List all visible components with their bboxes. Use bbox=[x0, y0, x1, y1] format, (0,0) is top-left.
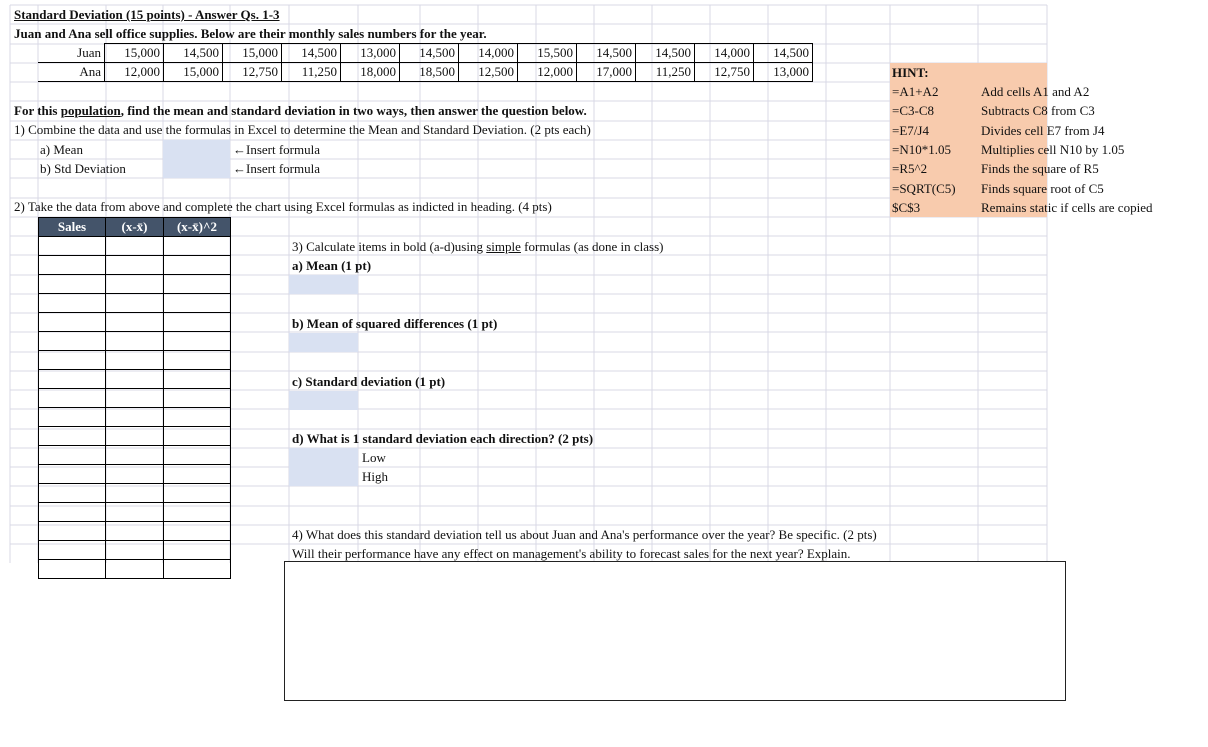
chart-input-cell[interactable] bbox=[106, 275, 164, 294]
chart-input-cell[interactable] bbox=[39, 370, 106, 389]
chart-input-cell[interactable] bbox=[106, 484, 164, 503]
chart-row bbox=[39, 332, 231, 351]
hint-description: Add cells A1 and A2 bbox=[981, 84, 1090, 99]
q3a-answer-cell[interactable] bbox=[289, 275, 358, 294]
hint-formula: =A1+A2 bbox=[892, 84, 939, 99]
chart-row bbox=[39, 294, 231, 313]
juan-sales-cell[interactable]: 15,500 bbox=[518, 44, 577, 63]
chart-input-cell[interactable] bbox=[106, 370, 164, 389]
ana-label: Ana bbox=[38, 63, 105, 82]
chart-input-cell[interactable] bbox=[39, 237, 106, 256]
chart-input-cell[interactable] bbox=[106, 294, 164, 313]
juan-sales-cell[interactable]: 14,500 bbox=[400, 44, 459, 63]
chart-input-cell[interactable] bbox=[39, 446, 106, 465]
chart-row bbox=[39, 503, 231, 522]
chart-input-cell[interactable] bbox=[164, 275, 231, 294]
chart-input-cell[interactable] bbox=[106, 389, 164, 408]
chart-input-cell[interactable] bbox=[164, 446, 231, 465]
pop-suffix: , find the mean and standard deviation in two ways, then answer the question below. bbox=[120, 103, 587, 118]
chart-row bbox=[39, 351, 231, 370]
chart-header-row bbox=[39, 218, 231, 237]
chart-input-cell[interactable] bbox=[39, 408, 106, 427]
chart-row bbox=[39, 465, 231, 484]
hint-description: Divides cell E7 from J4 bbox=[981, 122, 1105, 138]
chart-row bbox=[39, 275, 231, 294]
chart-row bbox=[39, 522, 231, 541]
q1a-label: a) Mean bbox=[40, 142, 83, 157]
q3d-label: d) What is 1 standard deviation each direction? (2 pts) bbox=[292, 431, 594, 446]
q3a-label: a) Mean (1 pt) bbox=[292, 258, 372, 273]
hint-formula: =C3-C8 bbox=[892, 103, 935, 119]
hint-description: Remains static if cells are copied bbox=[981, 199, 1153, 215]
q3d-high-cell[interactable] bbox=[289, 467, 358, 486]
ana-sales-cell[interactable]: 11,250 bbox=[636, 63, 695, 82]
chart-input-cell[interactable] bbox=[164, 541, 231, 560]
chart-input-cell[interactable] bbox=[164, 408, 231, 427]
q3d-low-cell[interactable] bbox=[289, 448, 358, 467]
chart-row bbox=[39, 370, 231, 389]
chart-input-cell[interactable] bbox=[39, 294, 106, 313]
q4-line1: 4) What does this standard deviation tell us about Juan and Ana's performance over the year? Be specific. (2 pts) bbox=[292, 527, 877, 542]
chart-input-cell[interactable] bbox=[164, 256, 231, 275]
hint-description: Finds square root of C5 bbox=[981, 180, 1104, 196]
hint-formula: =R5^2 bbox=[892, 161, 928, 177]
chart-header-diff: (x-x̄) bbox=[106, 218, 164, 237]
q4-answer-textbox[interactable] bbox=[284, 561, 1066, 701]
chart-row bbox=[39, 484, 231, 503]
chart-input-cell[interactable] bbox=[164, 351, 231, 370]
q3c-answer-cell[interactable] bbox=[289, 391, 358, 410]
ana-sales-cell[interactable]: 18,500 bbox=[400, 63, 459, 82]
chart-input-cell[interactable] bbox=[164, 313, 231, 332]
q3-suffix: formulas (as done in class) bbox=[520, 239, 664, 254]
juan-label: Juan bbox=[38, 44, 105, 63]
chart-row bbox=[39, 313, 231, 332]
chart-input-cell[interactable] bbox=[39, 522, 106, 541]
chart-input-cell[interactable] bbox=[164, 484, 231, 503]
chart-input-cell[interactable] bbox=[106, 313, 164, 332]
chart-input-cell[interactable] bbox=[39, 313, 106, 332]
chart-header-sales: Sales bbox=[39, 218, 106, 237]
chart-input-cell[interactable] bbox=[39, 256, 106, 275]
q3c-label: c) Standard deviation (1 pt) bbox=[292, 374, 446, 389]
hint-title: HINT: bbox=[892, 65, 929, 80]
chart-row bbox=[39, 237, 231, 256]
chart-input-cell[interactable] bbox=[164, 465, 231, 484]
population-instruction bbox=[14, 101, 587, 120]
juan-sales-cell[interactable]: 14,500 bbox=[164, 44, 223, 63]
chart-input-cell[interactable] bbox=[39, 332, 106, 351]
chart-input-cell[interactable] bbox=[39, 351, 106, 370]
chart-input-cell[interactable] bbox=[164, 560, 231, 579]
ana-sales-cell[interactable]: 12,750 bbox=[223, 63, 282, 82]
q4-line2: Will their performance have any effect on management's ability to forecast sales for the next year? Explain. bbox=[292, 546, 851, 561]
chart-input-cell[interactable] bbox=[164, 522, 231, 541]
juan-sales-cell[interactable]: 13,000 bbox=[341, 44, 400, 63]
ana-sales-cell[interactable]: 12,000 bbox=[518, 63, 577, 82]
chart-input-cell[interactable] bbox=[106, 427, 164, 446]
hint-formula: =E7/J4 bbox=[892, 122, 929, 138]
juan-sales-cell[interactable]: 14,500 bbox=[577, 44, 636, 63]
chart-input-cell[interactable] bbox=[106, 237, 164, 256]
q3b-answer-cell[interactable] bbox=[289, 333, 358, 352]
q3-prefix: 3) Calculate items in bold (a-d)using bbox=[292, 239, 487, 254]
juan-sales-cell[interactable]: 15,000 bbox=[223, 44, 282, 63]
chart-input-cell[interactable] bbox=[39, 389, 106, 408]
sheet-title: Standard Deviation (15 points) - Answer Qs. 1-3 bbox=[14, 7, 280, 22]
hint-formula: $C$3 bbox=[892, 199, 921, 215]
chart-input-cell[interactable] bbox=[39, 275, 106, 294]
chart-row bbox=[39, 541, 231, 560]
ana-row bbox=[38, 63, 813, 82]
sales-table bbox=[38, 43, 813, 82]
pop-prefix: For this bbox=[14, 103, 61, 118]
insert-formula-note-1: ←Insert formula bbox=[233, 142, 321, 157]
ana-sales-cell[interactable]: 12,500 bbox=[459, 63, 518, 82]
q1-text: 1) Combine the data and use the formulas in Excel to determine the Mean and Standard Deviation. (2 pts each) bbox=[14, 122, 591, 137]
q3-heading bbox=[292, 237, 664, 256]
pop-underline: population bbox=[60, 103, 121, 118]
hint-description: Multiplies cell N10 by 1.05 bbox=[981, 141, 1125, 157]
juan-sales-cell[interactable]: 14,500 bbox=[636, 44, 695, 63]
juan-row bbox=[38, 44, 813, 63]
chart-row bbox=[39, 256, 231, 275]
hint-description: Subtracts C8 from C3 bbox=[981, 103, 1095, 119]
chart-row bbox=[39, 446, 231, 465]
chart-input-cell[interactable] bbox=[39, 503, 106, 522]
chart-input-cell[interactable] bbox=[39, 427, 106, 446]
chart-input-cell[interactable] bbox=[164, 237, 231, 256]
chart-input-cell[interactable] bbox=[106, 446, 164, 465]
ana-sales-cell[interactable]: 13,000 bbox=[754, 63, 813, 82]
ana-sales-cell[interactable]: 18,000 bbox=[341, 63, 400, 82]
chart-row bbox=[39, 427, 231, 446]
hint-formula: =N10*1.05 bbox=[892, 141, 951, 157]
juan-sales-cell[interactable]: 14,500 bbox=[754, 44, 813, 63]
chart-input-cell[interactable] bbox=[106, 522, 164, 541]
juan-sales-cell[interactable]: 15,000 bbox=[105, 44, 164, 63]
chart-input-cell[interactable] bbox=[39, 541, 106, 560]
q3-underline: simple bbox=[486, 239, 521, 254]
chart-input-cell[interactable] bbox=[106, 332, 164, 351]
chart-input-cell[interactable] bbox=[39, 560, 106, 579]
chart-input-cell[interactable] bbox=[106, 256, 164, 275]
chart-input-cell[interactable] bbox=[164, 503, 231, 522]
chart-input-cell[interactable] bbox=[39, 484, 106, 503]
chart-input-cell[interactable] bbox=[106, 408, 164, 427]
chart-input-cell[interactable] bbox=[164, 370, 231, 389]
chart-input-cell[interactable] bbox=[164, 389, 231, 408]
sales-chart-table bbox=[38, 217, 231, 579]
juan-sales-cell[interactable]: 14,000 bbox=[695, 44, 754, 63]
q1b-label: b) Std Deviation bbox=[40, 161, 126, 176]
chart-input-cell[interactable] bbox=[39, 465, 106, 484]
ana-sales-cell[interactable]: 12,750 bbox=[695, 63, 754, 82]
q3b-label: b) Mean of squared differences (1 pt) bbox=[292, 316, 498, 331]
q3d-low-label: Low bbox=[362, 450, 386, 465]
ana-sales-cell[interactable]: 12,000 bbox=[105, 63, 164, 82]
chart-row bbox=[39, 408, 231, 427]
chart-input-cell[interactable] bbox=[106, 541, 164, 560]
std-answer-cell[interactable] bbox=[163, 159, 230, 178]
insert-formula-note-2: ←Insert formula bbox=[233, 161, 321, 176]
juan-sales-cell[interactable]: 14,000 bbox=[459, 44, 518, 63]
hint-formula: =SQRT(C5) bbox=[892, 180, 956, 196]
hint-description: Finds the square of R5 bbox=[981, 161, 1099, 177]
ana-sales-cell[interactable]: 11,250 bbox=[282, 63, 341, 82]
chart-input-cell[interactable] bbox=[164, 332, 231, 351]
chart-input-cell[interactable] bbox=[164, 427, 231, 446]
ana-sales-cell[interactable]: 15,000 bbox=[164, 63, 223, 82]
chart-header-diff-squared: (x-x̄)^2 bbox=[164, 218, 231, 237]
mean-answer-cell[interactable] bbox=[163, 140, 230, 159]
ana-sales-cell[interactable]: 17,000 bbox=[577, 63, 636, 82]
chart-row bbox=[39, 560, 231, 579]
chart-input-cell[interactable] bbox=[106, 503, 164, 522]
chart-input-cell[interactable] bbox=[106, 351, 164, 370]
chart-input-cell[interactable] bbox=[106, 465, 164, 484]
q3d-high-label: High bbox=[362, 469, 388, 484]
juan-sales-cell[interactable]: 14,500 bbox=[282, 44, 341, 63]
chart-input-cell[interactable] bbox=[164, 294, 231, 313]
q2-text: 2) Take the data from above and complete the chart using Excel formulas as indicted in heading. (4 pts) bbox=[14, 199, 552, 214]
intro-text: Juan and Ana sell office supplies. Below are their monthly sales numbers for the year. bbox=[14, 26, 487, 41]
chart-input-cell[interactable] bbox=[106, 560, 164, 579]
chart-row bbox=[39, 389, 231, 408]
